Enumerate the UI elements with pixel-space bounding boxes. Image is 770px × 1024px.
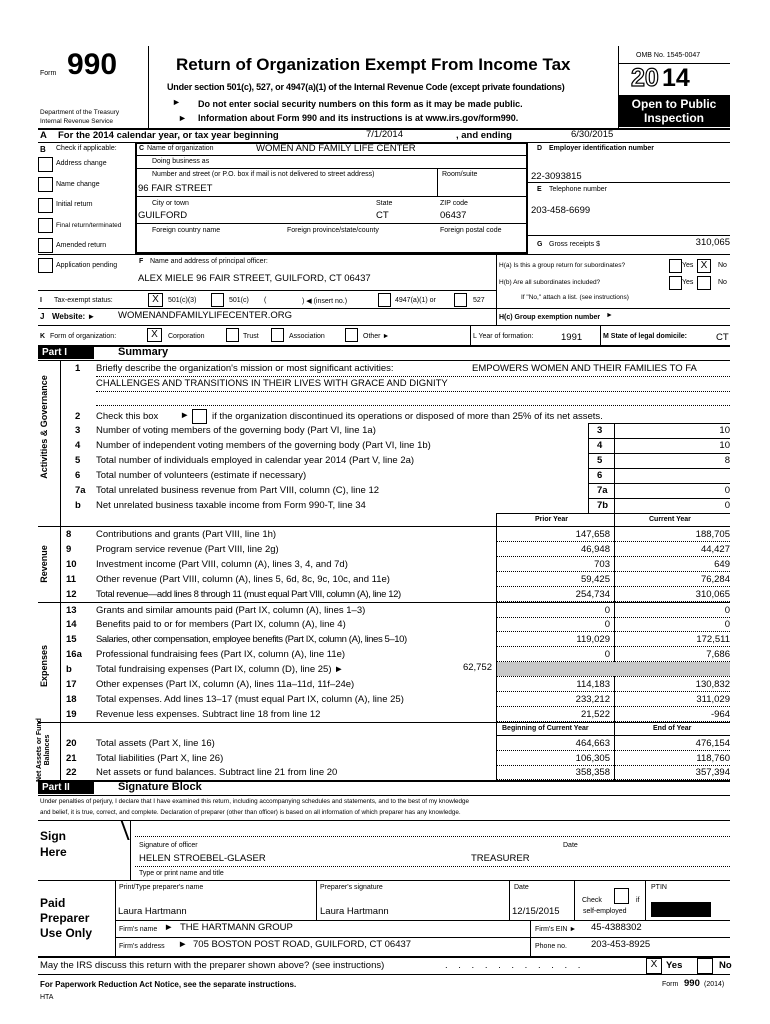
ptin-label: PTIN [651, 884, 667, 891]
line-number: 6 [75, 470, 81, 481]
line-number: 15 [66, 634, 77, 645]
org-name-label: Name of organization [147, 145, 214, 152]
prior-year-value[interactable]: 703 [594, 559, 610, 570]
line-text: Benefits paid to or for members (Part IX, column (A), line 4) [96, 619, 346, 630]
line-text: Total fundraising expenses (Part IX, column (D), line 25) ► [96, 664, 344, 675]
type-print-label: Type or print name and title [139, 870, 224, 877]
state-domicile-value[interactable]: CT [716, 332, 729, 343]
form-number: 990 [67, 48, 118, 81]
street-address[interactable]: 96 FAIR STREET [138, 183, 213, 194]
line-box-label: 3 [597, 425, 603, 436]
ha-no-checkbox[interactable]: X [697, 259, 711, 273]
discontinued-checkbox[interactable] [192, 409, 207, 424]
amended-return-checkbox[interactable] [38, 238, 53, 253]
city-label: City or town [152, 200, 189, 207]
i-label: I [40, 297, 42, 304]
prior-year-value[interactable]: 59,425 [580, 574, 610, 585]
line-number: b [66, 664, 72, 675]
paid-label: Paid [40, 896, 66, 910]
part1-title: Summary [118, 346, 169, 358]
footer-form-number: 990 [684, 978, 700, 989]
form-title: Return of Organization Exempt From Income Tax [176, 55, 571, 74]
here-label: Here [40, 845, 67, 859]
line-number: 5 [75, 455, 81, 466]
line-text: Salaries, other compensation, employee benefits (Part IX, column (A), lines 5–10) [96, 634, 407, 645]
line-number: 18 [66, 694, 77, 705]
discuss-no-checkbox[interactable] [697, 958, 713, 974]
arrow-icon: ► [164, 922, 174, 933]
prior-year-value[interactable]: 119,029 [576, 634, 610, 645]
final-return-checkbox[interactable] [38, 218, 53, 233]
prior-year-value[interactable]: 114,183 [576, 679, 610, 690]
current-year-value[interactable]: 118,760 [696, 753, 730, 764]
self-employed-checkbox[interactable] [614, 888, 629, 904]
city[interactable]: GUILFORD [138, 210, 188, 221]
other-label: Other ► [363, 333, 390, 340]
preparer-sig-label: Preparer's signature [320, 884, 383, 891]
perjury-text-2: and belief, it is true, correct, and complete. Declaration of preparer (other than officer) is based on all information of which preparer has any knowledge. [40, 809, 461, 816]
line1-num: 1 [75, 363, 81, 374]
line-number: 20 [66, 738, 77, 749]
form-subtitle: Under section 501(c), 527, or 4947(a)(1) of the Internal Revenue Code (except private foundations) [167, 82, 565, 92]
preparer-label: Preparer [40, 911, 90, 925]
amended-return-label: Amended return [56, 242, 107, 249]
prior-year-value[interactable]: 21,522 [580, 709, 610, 720]
line-number: 12 [66, 589, 77, 600]
e-label: E [537, 186, 542, 193]
current-year-header: Current Year [649, 516, 691, 523]
dot-leader: . . . . . . . . . . . [445, 960, 585, 971]
footer-year: (2014) [704, 981, 725, 988]
current-year-value[interactable]: 311,029 [696, 694, 730, 705]
application-pending-checkbox[interactable] [38, 258, 53, 273]
prior-year-value[interactable]: 464,663 [575, 738, 610, 749]
tax-year-end: 6/30/2015 [571, 129, 614, 140]
dba-label: Doing business as [152, 158, 210, 165]
use-only-label: Use Only [40, 926, 93, 940]
address-change-checkbox[interactable] [38, 157, 53, 172]
line2-text2: if the organization discontinued its operations or disposed of more than 25% of its net assets. [212, 411, 603, 422]
year-formation-value[interactable]: 1991 [561, 332, 583, 343]
principal-officer-label: Name and address of principal officer: [150, 258, 268, 265]
line-number: 16a [66, 649, 82, 660]
4947-label: 4947(a)(1) or [395, 297, 436, 304]
h-b-question: H(b) Are all subordinates included? [499, 279, 601, 286]
h-note: If "No," attach a list. (see instructions) [521, 294, 629, 301]
line-text: Total unrelated business revenue from Part VIII, column (C), line 12 [96, 485, 380, 496]
k-label: K [40, 333, 46, 340]
current-year-value[interactable]: 130,832 [695, 679, 730, 690]
prior-year-value[interactable]: 0 [604, 605, 610, 616]
telephone-value[interactable]: 203-458-6699 [531, 205, 591, 216]
current-year-value[interactable]: 7,686 [706, 649, 730, 660]
501c3-checkbox[interactable]: X [148, 293, 163, 307]
line2-text1: Check this box [96, 411, 159, 422]
line1-text: Briefly describe the organization's mission or most significant activities: [96, 363, 394, 374]
street-label: Number and street (or P.O. box if mail is not delivered to street address) [152, 171, 375, 178]
final-return-label: Final return/terminated [56, 222, 122, 229]
eoy-header: End of Year [653, 725, 692, 732]
year-formation-label: L Year of formation: [473, 333, 534, 340]
mission-line1[interactable]: EMPOWERS WOMEN AND THEIR FAMILIES TO FA [472, 363, 697, 374]
website-label: Website: ► [52, 312, 96, 321]
form-of-org-label: Form of organization: [50, 333, 117, 340]
tax-year-begin: 7/1/2014 [366, 129, 403, 140]
part1-label: Part I [38, 347, 94, 359]
line-number: 9 [66, 544, 72, 555]
group-exemption-label: H(c) Group exemption number [499, 314, 601, 321]
corporation-checkbox[interactable]: X [147, 328, 162, 342]
527-checkbox[interactable] [454, 293, 467, 307]
hb-no-checkbox[interactable] [697, 276, 711, 290]
org-name[interactable]: WOMEN AND FAMILY LIFE CENTER [256, 143, 416, 154]
preparer-name[interactable]: Laura Hartmann [118, 906, 187, 917]
omb-number: OMB No. 1545-0047 [636, 52, 701, 59]
line-text: Total expenses. Add lines 13–17 (must equal Part IX, column (A), line 25) [96, 694, 404, 705]
ha-yes-checkbox[interactable] [669, 259, 682, 273]
boy-header: Beginning of Current Year [502, 725, 589, 732]
corporation-label: Corporation [168, 333, 205, 340]
fundraising-inline-value[interactable]: 62,752 [462, 662, 492, 673]
arrow-icon: ► [180, 410, 190, 421]
open-to-public-box: Open to Public Inspection [618, 95, 730, 127]
line-number: 21 [66, 753, 77, 764]
tax-year-bold: 14 [662, 64, 690, 92]
check-if-applicable: Check if applicable: [56, 145, 117, 152]
dept-treasury: Department of the Treasury [40, 109, 120, 116]
state-label: State [376, 200, 393, 207]
prior-year-value[interactable]: 0 [604, 649, 610, 660]
association-checkbox[interactable] [271, 328, 284, 342]
revenue-side-label: Revenue [39, 545, 49, 583]
name-change-label: Name change [56, 181, 100, 188]
c-label: C [139, 145, 145, 152]
tax-exempt-label: Tax-exempt status: [54, 297, 113, 304]
form-label: Form [40, 70, 57, 77]
other-checkbox[interactable] [345, 328, 358, 342]
line-number: 13 [66, 605, 77, 616]
line-a-text: For the 2014 calendar year, or tax year beginning [58, 130, 279, 141]
current-year-value[interactable]: 44,427 [700, 544, 730, 555]
if-label: if [636, 897, 640, 904]
arrow-icon: ► [606, 312, 613, 319]
current-year-value[interactable]: 76,284 [700, 574, 730, 585]
preparer-name-label: Print/Type preparer's name [119, 884, 204, 891]
line-box-label: 7b [597, 500, 609, 511]
line-text: Net unrelated business taxable income from Form 990-T, line 34 [96, 500, 366, 511]
line-text: Investment income (Part VIII, column (A), lines 3, 4, and 7d) [96, 559, 348, 570]
501c-label: 501(c) [229, 297, 249, 304]
preparer-date[interactable]: 12/15/2015 [512, 906, 560, 917]
sign-label: Sign [40, 829, 66, 843]
initial-return-label: Initial return [56, 201, 93, 208]
b-label: B [40, 145, 46, 154]
line-value[interactable]: 0 [724, 485, 730, 496]
self-employed-label: self-employed [583, 908, 627, 915]
paperwork-notice: For Paperwork Reduction Act Notice, see the separate instructions. [40, 980, 297, 989]
line-number: 11 [66, 574, 77, 585]
prior-year-header: Prior Year [535, 516, 568, 523]
line-number: 8 [66, 529, 72, 540]
line-text: Total revenue—add lines 8 through 11 (must equal Part VIII, column (A), line 12) [96, 589, 401, 600]
ein-label: Employer identification number [549, 145, 655, 152]
part2-title: Signature Block [118, 781, 202, 793]
prior-year-value[interactable]: 147,658 [575, 529, 610, 540]
line-number: 19 [66, 709, 77, 720]
shaded-cell [497, 662, 730, 676]
hb-yes-checkbox[interactable] [669, 276, 682, 290]
line-number: 10 [66, 559, 77, 570]
line-box-label: 7a [597, 485, 608, 496]
activities-governance-label: Activities & Governance [39, 375, 49, 479]
principal-officer[interactable]: ALEX MIELE 96 FAIR STREET, GUILFORD, CT 06437 [138, 273, 371, 284]
officer-name[interactable]: HELEN STROEBEL-GLASER [139, 853, 266, 864]
line-text: Net assets or fund balances. Subtract line 21 from line 20 [96, 767, 338, 778]
officer-title[interactable]: TREASURER [471, 853, 530, 864]
line-value[interactable]: 0 [724, 500, 730, 511]
address-change-label: Address change [56, 160, 107, 167]
telephone-label: Telephone number [549, 186, 607, 193]
line-text: Other revenue (Part VIII, column (A), lines 5, 6d, 8c, 9c, 10c, and 11e) [96, 574, 390, 585]
line-text: Total number of individuals employed in calendar year 2014 (Part V, line 2a) [96, 455, 415, 466]
ptin-redacted [651, 902, 711, 917]
prior-year-value[interactable]: 233,212 [575, 694, 610, 705]
tax-year-outline: 20 [631, 64, 659, 92]
line-number: 7a [75, 485, 86, 496]
current-year-value[interactable]: 310,065 [695, 589, 730, 600]
prior-year-value[interactable]: 106,305 [575, 753, 610, 764]
trust-label: Trust [243, 333, 259, 340]
ein-value[interactable]: 22-3093815 [531, 171, 582, 182]
foreign-country-label: Foreign country name [152, 227, 221, 234]
paren-open: ( [264, 297, 267, 304]
discuss-yes-label: Yes [666, 960, 683, 971]
firm-name-label: Firm's name [119, 926, 158, 933]
website-value[interactable]: WOMENANDFAMILYLIFECENTER.ORG [118, 310, 293, 321]
mission-line2[interactable]: CHALLENGES AND TRANSITIONS IN THEIR LIVES WITH GRACE AND DIGNITY [96, 378, 448, 389]
d-label: D [537, 145, 543, 152]
line-text: Total assets (Part X, line 16) [96, 738, 215, 749]
info-notice: Information about Form 990 and its instructions is at www.irs.gov/form990. [198, 113, 519, 123]
g-label: G [537, 241, 543, 248]
line-box-label: 5 [597, 455, 603, 466]
ha-yes-label: Yes [682, 262, 694, 269]
501c3-label: 501(c)(3) [168, 297, 197, 304]
discuss-no-label: No [719, 960, 732, 971]
line-a-label: A [40, 130, 47, 141]
current-year-value[interactable]: 0 [724, 619, 730, 630]
ha-no-label: No [718, 262, 727, 269]
preparer-signature[interactable]: Laura Hartmann [320, 906, 389, 917]
line-number: 4 [75, 440, 81, 451]
ssn-notice: Do not enter social security numbers on this form as it may be made public. [198, 99, 523, 109]
hb-no-label: No [718, 279, 727, 286]
prior-year-value[interactable]: 254,734 [575, 589, 610, 600]
527-label: 527 [473, 297, 485, 304]
firm-address-label: Firm's address [119, 943, 165, 950]
h-a-question: H(a) Is this a group return for subordinates? [499, 262, 626, 269]
line-text: Revenue less expenses. Subtract line 18 from line 12 [96, 709, 321, 720]
signature-officer-label: Signature of officer [139, 842, 198, 849]
4947-checkbox[interactable] [378, 293, 391, 307]
j-label: J [40, 312, 45, 321]
sign-date-label: Date [563, 842, 578, 849]
line-number: 3 [75, 425, 81, 436]
line-text: Program service revenue (Part VIII, line 2g) [96, 544, 279, 555]
firm-address[interactable]: 705 BOSTON POST ROAD, GUILFORD, CT 06437 [193, 939, 412, 950]
line-text: Other expenses (Part IX, column (A), lines 11a–11d, 11f–24e) [96, 679, 355, 690]
sign-arrow-icon [108, 820, 129, 840]
perjury-text-1: Under penalties of perjury, I declare that I have examined this return, including accompanying schedules and statements, and to the best of my knowledge [40, 798, 470, 805]
trust-checkbox[interactable] [226, 328, 239, 342]
prior-year-value[interactable]: 358,358 [575, 767, 610, 778]
line-text: Number of voting members of the governing body (Part VI, line 1a) [96, 425, 376, 436]
firm-name[interactable]: THE HARTMANN GROUP [180, 922, 293, 933]
current-year-value[interactable]: 649 [714, 559, 730, 570]
firm-ein-label: Firm's EIN ► [535, 926, 577, 933]
line-text: Grants and similar amounts paid (Part IX, column (A), lines 1–3) [96, 605, 366, 616]
expenses-side-label: Expenses [39, 644, 49, 688]
prior-year-value[interactable]: 46,948 [580, 544, 610, 555]
current-year-value[interactable]: 172,511 [696, 634, 730, 645]
foreign-postal-label: Foreign postal code [440, 227, 502, 234]
insert-no-label: ) ◀ (insert no.) [302, 298, 348, 305]
zip-label: ZIP code [440, 200, 468, 207]
zip-code[interactable]: 06437 [440, 210, 467, 221]
line-box-label: 6 [597, 470, 603, 481]
gross-receipts-label: Gross receipts $ [549, 241, 600, 248]
line2-num: 2 [75, 411, 81, 422]
line-number: 14 [66, 619, 77, 630]
hb-yes-label: Yes [682, 279, 694, 286]
preparer-date-label: Date [514, 884, 529, 891]
irs-label: Internal Revenue Service [40, 118, 113, 125]
line-number: b [75, 500, 81, 511]
application-pending-label: Application pending [56, 262, 118, 269]
line-number: 17 [66, 679, 77, 690]
line-text: Total liabilities (Part X, line 26) [96, 753, 224, 764]
foreign-province-label: Foreign province/state/county [287, 227, 379, 234]
check-label: Check [582, 897, 602, 904]
arrow-icon: ► [178, 113, 187, 123]
f-label: F [139, 258, 144, 265]
preparer-phone[interactable]: 203-453-8925 [591, 939, 651, 950]
line-value[interactable]: 8 [724, 455, 730, 466]
current-year-value[interactable]: 0 [724, 605, 730, 616]
net-assets-side-label: Net Assets or Fund Balances [36, 718, 51, 782]
line-text: Professional fundraising fees (Part IX, column (A), line 11e) [96, 649, 346, 660]
part2-label: Part II [38, 782, 94, 794]
hta-label: HTA [40, 994, 54, 1001]
current-year-value[interactable]: 476,154 [695, 738, 730, 749]
irs-discuss-question: May the IRS discuss this return with the preparer shown above? (see instructions) [40, 960, 385, 971]
initial-return-checkbox[interactable] [38, 198, 53, 213]
arrow-icon: ► [172, 97, 181, 107]
line-text: Number of independent voting members of the governing body (Part VI, line 1b) [96, 440, 431, 451]
line-value[interactable]: 10 [719, 440, 730, 451]
line-value[interactable]: 10 [719, 425, 730, 436]
discuss-yes-checkbox[interactable]: X [646, 958, 662, 974]
current-year-value[interactable]: 357,394 [695, 767, 730, 778]
and-ending-label: , and ending [456, 130, 512, 141]
501c-checkbox[interactable] [211, 293, 224, 307]
line-text: Total number of volunteers (estimate if necessary) [96, 470, 307, 481]
prior-year-value[interactable]: 0 [604, 619, 610, 630]
name-change-checkbox[interactable] [38, 177, 53, 192]
state[interactable]: CT [376, 210, 389, 221]
firm-ein[interactable]: 45-4388302 [591, 922, 642, 933]
arrow-icon: ► [178, 939, 188, 950]
current-year-value[interactable]: -964 [710, 709, 730, 720]
association-label: Association [289, 333, 325, 340]
gross-receipts-value[interactable]: 310,065 [695, 237, 730, 248]
current-year-value[interactable]: 188,705 [695, 529, 730, 540]
line-text: Contributions and grants (Part VIII, line 1h) [96, 529, 277, 540]
line-number: 22 [66, 767, 77, 778]
phone-no-label: Phone no. [535, 943, 567, 950]
room-suite-label: Room/suite [442, 171, 478, 178]
state-domicile-label: M State of legal domicile: [603, 333, 688, 340]
footer-form-label: Form [662, 981, 679, 988]
line-box-label: 4 [597, 440, 603, 451]
